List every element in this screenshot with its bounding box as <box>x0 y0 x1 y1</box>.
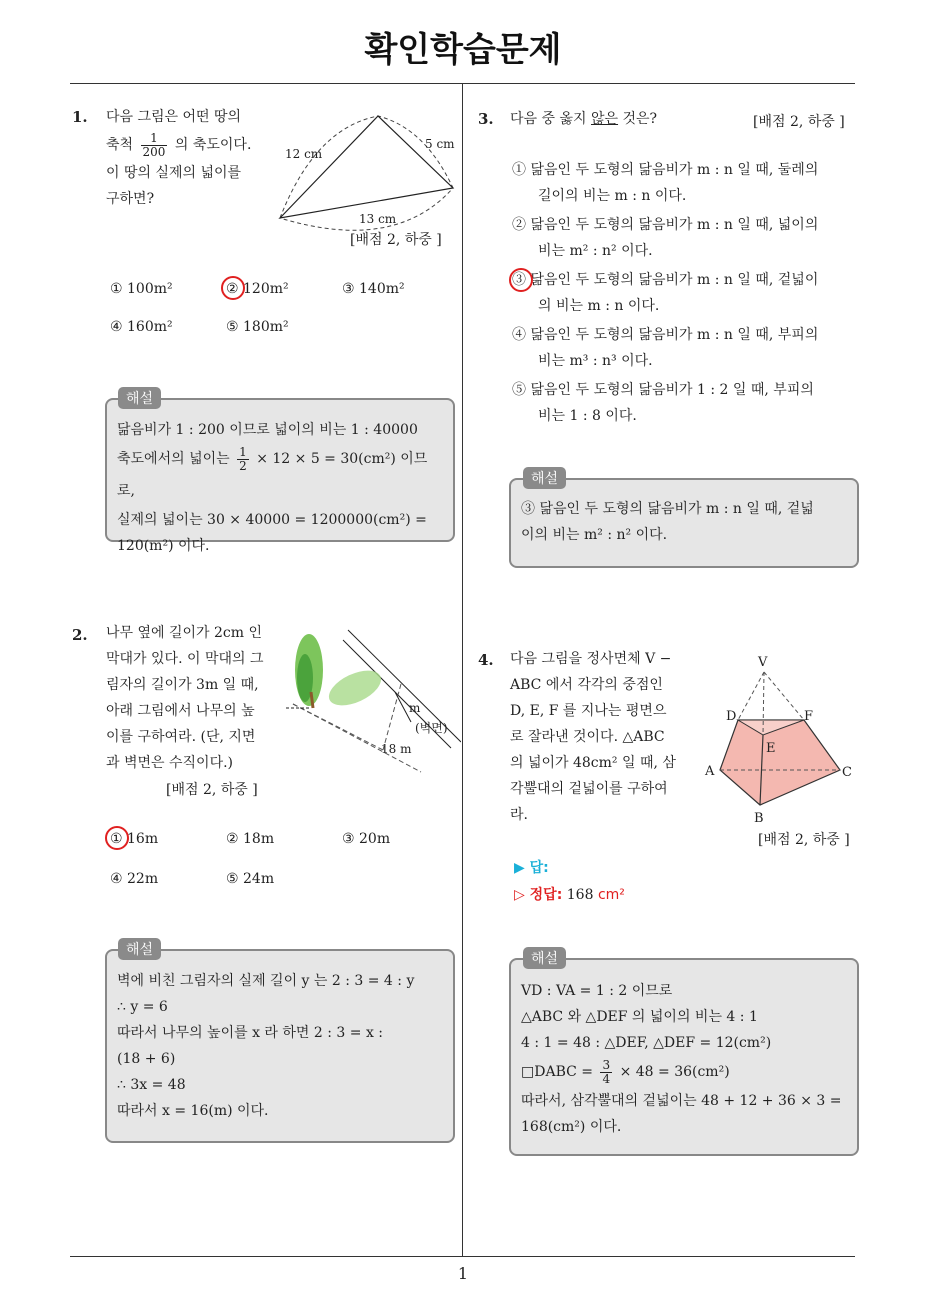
figure-label-right: 5 cm <box>425 137 455 151</box>
option-line: ⑤ 닮음인 두 도형의 닮음비가 1 : 2 일 때, 부피의 <box>512 382 814 398</box>
question-line: 막대가 있다. 이 막대의 그 <box>106 651 264 667</box>
question-word: 축척 <box>106 137 134 153</box>
solution-line <box>521 1056 849 1088</box>
solution-line: VD : VA = 1 : 2 이므로 <box>521 983 673 999</box>
option-line: 비는 m³ : n³ 이다. <box>538 353 653 369</box>
question-number: 4. <box>478 651 494 669</box>
figure-label-left: 12 cm <box>285 147 323 161</box>
half-fraction <box>237 446 249 473</box>
question-line: ABC 에서 각각의 중점인 <box>510 677 663 693</box>
solution-line: 따라서 x = 16(m) 이다. <box>117 1103 269 1119</box>
question-line: D, E, F 를 지나는 평면으 <box>510 703 667 719</box>
solution-line: ③ 닮음인 두 도형의 닮음비가 m : n 일 때, 겉넓 <box>521 501 814 517</box>
option-5[interactable]: ⑤ 180m² <box>226 319 289 335</box>
solution-line: ∴ y = 6 <box>117 999 168 1015</box>
solution-text <box>521 496 849 548</box>
correct-value: 168 <box>566 887 594 903</box>
question-line: 의 넓이가 48cm² 일 때, 삼 <box>510 755 676 771</box>
score-label: [배점 2, 하중 ] <box>350 232 442 248</box>
selected-answer-mark <box>509 268 533 292</box>
option-line: 의 비는 m : n 이다. <box>538 298 660 314</box>
selected-answer-mark <box>221 276 245 300</box>
option-3[interactable]: ③ 20m <box>342 831 391 847</box>
fraction-denominator: 2 <box>239 458 247 473</box>
solution-line: 닮음비가 1 : 200 이므로 넓이의 비는 1 : 40000 <box>117 422 418 438</box>
solution-word: 축도에서의 넓이는 <box>117 451 230 467</box>
footer-rule <box>70 1256 855 1257</box>
column-divider <box>462 83 463 1256</box>
question-text <box>106 620 274 776</box>
fraction-numerator: 3 <box>602 1057 611 1072</box>
figure-label-m: m <box>409 701 421 715</box>
selected-answer-mark <box>105 826 129 850</box>
solution-word: × 48 = 36(cm²) <box>619 1064 730 1080</box>
option-4[interactable]: ④ 160m² <box>110 319 173 335</box>
solution-line: 실제의 넓이는 30 × 40000 = 1200000(cm²) = <box>117 512 427 528</box>
solution-line: 따라서, 삼각뿔대의 겉넓이는 48 + 12 + 36 × 3 = <box>521 1093 842 1109</box>
solution-word: × 12 × 5 = 30(cm²) 이므로, <box>117 451 428 499</box>
option-1[interactable] <box>512 157 852 209</box>
question-number: 2. <box>72 626 88 644</box>
solution-line: ∴ 3x = 48 <box>117 1077 186 1093</box>
option-3[interactable] <box>512 267 852 319</box>
question-line: 다음 그림은 어떤 땅의 <box>106 109 242 125</box>
question-line: 나무 옆에 길이가 2cm 인 <box>106 625 263 641</box>
solution-line: 따라서 나무의 높이를 x 라 하면 2 : 3 = x : <box>117 1025 384 1041</box>
solution-text <box>117 417 443 559</box>
option-line: 비는 1 : 8 이다. <box>538 408 637 424</box>
option-line: 비는 m² : n² 이다. <box>538 243 653 259</box>
question-text <box>510 646 688 828</box>
question-line: 라. <box>510 807 528 823</box>
vertex-label-e: E <box>766 741 776 756</box>
question-word: 다음 중 옳지 <box>510 111 587 127</box>
fraction-numerator: 1 <box>141 132 168 146</box>
option-2[interactable]: ② 120m² <box>226 281 289 297</box>
option-line: ② 닮음인 두 도형의 닮음비가 m : n 일 때, 넓이의 <box>512 217 819 233</box>
option-2[interactable]: ② 18m <box>226 831 275 847</box>
solution-line: (18 + 6) <box>117 1051 176 1067</box>
option-2[interactable] <box>512 212 852 264</box>
vertex-label-f: F <box>804 709 814 724</box>
option-line: ① 닮음인 두 도형의 닮음비가 m : n 일 때, 둘레의 <box>512 162 819 178</box>
option-1[interactable]: ① 100m² <box>110 281 173 297</box>
correct-label: ▷ 정답: <box>514 887 563 903</box>
fraction-denominator: 4 <box>602 1071 611 1086</box>
solution-text <box>117 968 443 1124</box>
question-line <box>106 130 266 160</box>
underlined-word: 않은 <box>590 111 619 127</box>
option-line: ④ 닮음인 두 도형의 닮음비가 m : n 일 때, 부피의 <box>512 327 819 343</box>
solution-tag: 해설 <box>523 947 566 969</box>
option-5[interactable] <box>512 377 852 429</box>
fraction-denominator: 200 <box>142 144 166 159</box>
answer-prompt: ▶ 답: <box>514 860 549 876</box>
scale-fraction <box>141 132 168 159</box>
solution-tag: 해설 <box>118 387 161 409</box>
question-line: 다음 그림을 정사면체 V − <box>510 651 672 667</box>
score-label: [배점 2, 하중 ] <box>753 114 845 130</box>
option-3[interactable]: ③ 140m² <box>342 281 405 297</box>
figure-label-wall: (벽면) <box>415 721 448 735</box>
figure-label-bottom: 13 cm <box>359 212 397 226</box>
question-line: 아래 그림에서 나무의 높 <box>106 703 255 719</box>
option-line: ③ 닮음인 두 도형의 닮음비가 m : n 일 때, 겉넓이 <box>512 272 819 288</box>
question-line: 구하면? <box>106 191 155 207</box>
vertex-label-d: D <box>726 709 737 724</box>
option-4[interactable]: ④ 22m <box>110 871 159 887</box>
option-line: 길이의 비는 m : n 이다. <box>538 188 687 204</box>
question-word: 의 축도이다. <box>174 137 252 153</box>
question-text <box>510 106 657 132</box>
solution-tag: 해설 <box>523 467 566 489</box>
solution-line <box>117 443 443 507</box>
solution-line: 이의 비는 m² : n² 이다. <box>521 527 668 543</box>
correct-answer <box>514 884 625 904</box>
question-line: 림자의 길이가 3m 일 때, <box>106 677 259 693</box>
question-text <box>106 104 266 212</box>
tree-shadow-figure <box>283 622 461 782</box>
solution-text <box>521 978 849 1140</box>
question-line: 과 벽면은 수직이다.) <box>106 755 234 771</box>
solution-line: 168(cm²) 이다. <box>521 1119 622 1135</box>
question-word: 것은? <box>622 111 658 127</box>
land-triangle-figure <box>275 108 460 233</box>
solution-line: 120(m²) 이다. <box>117 538 210 554</box>
question-line: 이를 구하여라. (단, 지면 <box>106 729 256 745</box>
question-number: 1. <box>72 108 88 126</box>
vertex-label-b: B <box>754 811 764 825</box>
page-title: 확인학습문제 <box>364 30 562 70</box>
correct-unit: cm² <box>597 887 625 903</box>
figure-label-length: 18 m <box>381 742 412 756</box>
three-quarters-fraction <box>600 1059 612 1086</box>
solution-line: 벽에 비친 그림자의 실제 길이 y 는 2 : 3 = 4 : y <box>117 973 415 989</box>
option-5[interactable]: ⑤ 24m <box>226 871 275 887</box>
question-line: 이 땅의 실제의 넓이를 <box>106 165 242 181</box>
frustum-figure <box>700 650 860 825</box>
vertex-label-a: A <box>705 764 715 779</box>
score-label: [배점 2, 하중 ] <box>758 832 850 848</box>
solution-line: 4 : 1 = 48 : △DEF, △DEF = 12(cm²) <box>521 1035 772 1051</box>
fraction-numerator: 1 <box>239 444 247 459</box>
question-line: 각뿔대의 겉넓이를 구하여 <box>510 781 668 797</box>
option-1[interactable]: ① 16m <box>110 831 159 847</box>
solution-tag: 해설 <box>118 938 161 960</box>
option-4[interactable] <box>512 322 852 374</box>
score-label: [배점 2, 하중 ] <box>166 782 258 798</box>
page-number: 1 <box>457 1264 469 1283</box>
question-number: 3. <box>478 110 494 128</box>
question-line: 로 잘라낸 것이다. △ABC <box>510 729 665 745</box>
solution-word: □DABC = <box>521 1064 594 1080</box>
vertex-label-c: C <box>842 765 852 780</box>
vertex-label-v: V <box>758 655 768 670</box>
solution-line: △ABC 와 △DEF 의 넓이의 비는 4 : 1 <box>521 1009 758 1025</box>
